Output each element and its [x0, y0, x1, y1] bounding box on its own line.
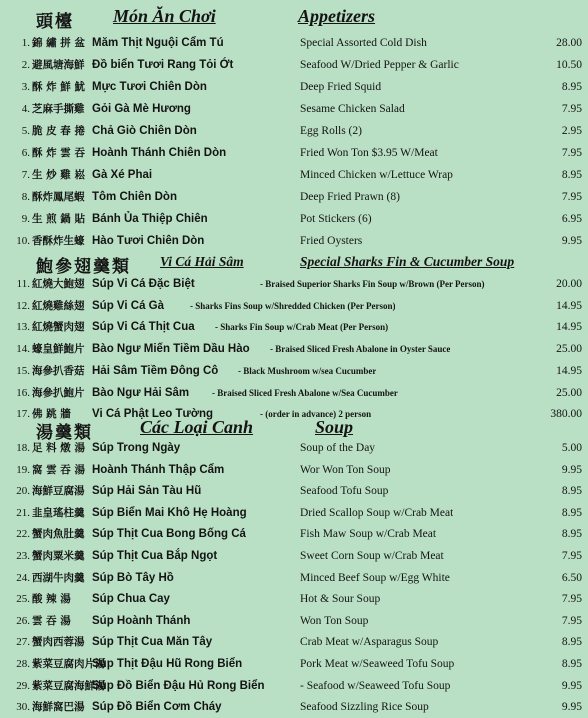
- item-price: 7.95: [561, 191, 582, 203]
- item-name-chinese: 海鮮豆腐湯: [32, 485, 85, 498]
- item-name-english: Seafood Tofu Soup: [300, 485, 389, 498]
- item-name-english: Fish Maw Soup w/Crab Meat: [300, 528, 437, 541]
- item-name-english: - Braised Superior Sharks Fin Soup w/Brown (Per Person): [260, 279, 485, 289]
- menu-item-row: [0, 54, 588, 76]
- item-name-chinese: 香酥炸生蠔: [32, 235, 85, 247]
- section-title-english: Special Sharks Fin & Cucumber Soup: [300, 254, 515, 269]
- item-name-vietnamese: Gà Xé Phai: [92, 169, 153, 181]
- item-name-chinese: 紅燒雞絲翅: [32, 299, 85, 312]
- item-price: 8.95: [561, 636, 582, 649]
- item-name-english: Pot Stickers (6): [300, 213, 372, 225]
- item-number: 30.: [16, 701, 30, 714]
- item-name-english: Hot & Sour Soup: [300, 593, 381, 606]
- menu-item-row: [0, 360, 588, 382]
- item-price: 2.95: [561, 125, 582, 137]
- item-price: 8.95: [561, 81, 582, 93]
- item-price: 9.95: [561, 463, 582, 476]
- item-name-vietnamese: Gỏi Gà Mè Hương: [92, 103, 191, 115]
- item-number: 27.: [16, 636, 30, 649]
- menu-item-row: [0, 338, 588, 360]
- item-name-vietnamese: Súp Thịt Cua Bong Bống Cá: [92, 528, 246, 541]
- item-name-chinese: 雲 吞 湯: [32, 614, 71, 627]
- item-name-vietnamese: Súp Thịt Cua Măn Tây: [92, 636, 213, 649]
- item-name-english: Minced Chicken w/Lettuce Wrap: [300, 169, 453, 181]
- item-price: 8.95: [561, 658, 582, 670]
- item-name-english: - Sharks Fin Soup w/Crab Meat (Per Person): [215, 322, 389, 333]
- item-price: 14.95: [556, 299, 582, 312]
- item-name-english: Seafood Sizzling Rice Soup: [300, 701, 429, 714]
- item-number: 23.: [16, 550, 30, 562]
- item-number: 26.: [16, 614, 30, 627]
- item-name-english: Special Assorted Cold Dish: [300, 37, 427, 49]
- item-name-chinese: 韭皇瑤柱羹: [32, 506, 85, 519]
- item-name-english: Fried Oysters: [300, 235, 363, 247]
- item-name-english: - Braised Sliced Fresh Abalone w/Sea Cucumber: [212, 387, 398, 398]
- item-name-chinese: 脆 皮 春 捲: [32, 125, 85, 137]
- item-number: 8.: [21, 191, 30, 203]
- menu-item-row: [0, 675, 588, 697]
- menu-item-row: [0, 545, 588, 567]
- item-number: 2.: [21, 59, 30, 71]
- item-price: 10.50: [556, 59, 582, 71]
- item-name-vietnamese: Hào Tươi Chiên Dòn: [92, 235, 205, 247]
- item-price: 9.95: [561, 701, 582, 714]
- item-number: 7.: [21, 169, 30, 181]
- item-name-vietnamese: Vi Cá Phật Leo Tường: [92, 408, 214, 421]
- item-number: 9.: [21, 213, 30, 225]
- item-name-english: Fried Won Ton $3.95 W/Meat: [300, 147, 438, 159]
- item-name-vietnamese: Măm Thịt Nguội Cẩm Tú: [92, 37, 224, 49]
- menu-item-row: [0, 120, 588, 142]
- item-price: 8.95: [561, 528, 582, 541]
- item-number: 13.: [16, 321, 30, 334]
- menu-item-row: [0, 696, 588, 718]
- item-name-vietnamese: Bánh Ủa Thiệp Chiên: [92, 213, 208, 225]
- item-name-chinese: 酸 辣 湯: [32, 593, 71, 606]
- item-name-chinese: 海鮮窩巴湯: [32, 701, 85, 714]
- item-name-chinese: 紅燒蟹肉翅: [32, 321, 85, 334]
- item-name-vietnamese: Súp Hải Sản Tàu Hũ: [92, 485, 202, 498]
- item-name-vietnamese: Súp Bò Tây Hồ: [92, 571, 174, 584]
- item-number: 16.: [16, 386, 30, 399]
- item-price: 25.00: [556, 386, 582, 399]
- item-name-chinese: 芝麻手撕雞: [32, 103, 85, 115]
- item-name-english: Deep Fried Squid: [300, 81, 382, 93]
- item-number: 22.: [16, 528, 30, 541]
- section-title-english: Soup: [315, 417, 354, 437]
- item-price: 6.95: [561, 213, 582, 225]
- item-price: 9.95: [561, 235, 582, 247]
- item-number: 17.: [16, 408, 30, 421]
- item-name-chinese: 西湖牛肉羹: [32, 571, 85, 584]
- item-name-vietnamese: Bào Ngư Miến Tiềm Dầu Hào: [92, 343, 250, 356]
- item-name-english: - Braised Sliced Fresh Abalone in Oyster Sauce: [270, 344, 451, 355]
- item-number: 3.: [21, 81, 30, 93]
- item-name-vietnamese: Bào Ngư Hải Sâm: [92, 386, 190, 399]
- item-name-english: Sesame Chicken Salad: [300, 103, 405, 115]
- item-number: 11.: [16, 278, 30, 290]
- item-number: 4.: [21, 103, 30, 115]
- item-name-vietnamese: Súp Đồ Biển Cơm Cháy: [92, 701, 222, 714]
- section-header: [0, 251, 588, 275]
- item-price: 9.95: [561, 679, 582, 692]
- menu-item-row: [0, 32, 588, 54]
- item-number: 1.: [21, 37, 30, 49]
- section-title-vietnamese: Món Ăn Chơi: [113, 6, 216, 26]
- item-name-vietnamese: Súp Vi Cá Gà: [92, 299, 165, 312]
- item-name-chinese: 酥 炸 鮮 魷: [32, 81, 85, 93]
- item-name-chinese: 生 煎 鍋 貼: [32, 213, 85, 225]
- menu-item-row: [0, 230, 588, 252]
- menu-item-row: [0, 459, 588, 481]
- item-number: 29.: [16, 679, 30, 692]
- item-number: 10.: [16, 235, 30, 247]
- item-name-chinese: 窩 雲 吞 湯: [32, 463, 85, 476]
- item-name-chinese: 紅燒大鮑翅: [32, 278, 85, 290]
- item-name-english: Deep Fried Prawn (8): [300, 191, 400, 203]
- item-number: 28.: [16, 658, 30, 670]
- item-price: 14.95: [556, 321, 582, 334]
- menu-item-row: [0, 273, 588, 295]
- item-number: 12.: [16, 299, 30, 312]
- item-name-vietnamese: Súp Trong Ngày: [92, 442, 181, 454]
- item-name-vietnamese: Súp Thịt Đậu Hũ Rong Biển: [92, 658, 243, 670]
- item-name-vietnamese: Súp Vi Cá Đặc Biệt: [92, 278, 195, 290]
- item-name-english: Egg Rolls (2): [300, 125, 362, 137]
- item-name-chinese: 紫菜豆腐海鮮湯: [32, 679, 106, 692]
- item-name-vietnamese: Mực Tươi Chiên Dòn: [92, 81, 207, 93]
- item-price: 7.95: [561, 614, 582, 627]
- item-name-vietnamese: Hải Sâm Tiềm Đông Cô: [92, 364, 219, 377]
- item-name-chinese: 足 料 燉 湯: [32, 442, 85, 454]
- item-name-vietnamese: Súp Chua Cay: [92, 593, 170, 606]
- item-number: 21.: [16, 506, 30, 519]
- item-name-chinese: 避風塘海鮮: [32, 59, 85, 71]
- menu-item-row: [0, 208, 588, 230]
- menu-item-row: [0, 480, 588, 502]
- item-number: 18.: [16, 442, 30, 454]
- item-price: 8.95: [561, 485, 582, 498]
- section-title-chinese: 頭檯: [36, 12, 74, 32]
- menu-item-row: [0, 316, 588, 338]
- menu-item-row: [0, 164, 588, 186]
- item-name-vietnamese: Chả Giò Chiên Dòn: [92, 125, 197, 137]
- menu-item-row: [0, 502, 588, 524]
- item-number: 14.: [16, 343, 30, 356]
- item-name-chinese: 紫菜豆腐肉片湯: [32, 658, 106, 670]
- item-name-english: Wor Won Ton Soup: [300, 463, 391, 476]
- item-name-vietnamese: Hoành Thánh Chiên Dòn: [92, 147, 227, 159]
- item-name-chinese: 生 炒 雞 崧: [32, 169, 85, 181]
- item-price: 28.00: [556, 37, 582, 49]
- item-name-chinese: 酥 炸 雲 吞: [32, 147, 85, 159]
- item-price: 7.95: [561, 593, 582, 606]
- item-name-english: Crab Meat w/Asparagus Soup: [300, 636, 439, 649]
- menu-item-row: [0, 588, 588, 610]
- item-number: 20.: [16, 485, 30, 498]
- item-name-vietnamese: Hoành Thánh Thập Cẩm: [92, 463, 225, 476]
- menu-item-row: [0, 631, 588, 653]
- item-name-english: - (order in advance) 2 person: [260, 409, 372, 420]
- item-name-vietnamese: Súp Hoành Thánh: [92, 614, 191, 627]
- menu-item-row: [0, 523, 588, 545]
- item-name-chinese: 蟹肉粟米羹: [32, 550, 85, 562]
- menu-item-row: [0, 76, 588, 98]
- menu-item-row: [0, 186, 588, 208]
- item-name-english: Pork Meat w/Seaweed Tofu Soup: [300, 658, 455, 670]
- item-name-vietnamese: Tôm Chiên Dòn: [92, 191, 177, 203]
- item-name-vietnamese: Súp Biển Mai Khô Hẹ Hoàng: [92, 506, 247, 519]
- item-name-chinese: 酥炸鳳尾蝦: [32, 191, 85, 203]
- item-name-english: Soup of the Day: [300, 442, 376, 454]
- item-price: 6.50: [561, 571, 582, 584]
- item-name-chinese: 佛 跳 牆: [32, 408, 71, 421]
- item-number: 25.: [16, 593, 30, 606]
- item-name-vietnamese: Súp Đồ Biển Đậu Hủ Rong Biển: [92, 679, 265, 692]
- item-price: 7.95: [561, 103, 582, 115]
- item-price: 14.95: [556, 364, 582, 377]
- item-name-english: Won Ton Soup: [300, 614, 369, 627]
- section-title-english: Appetizers: [298, 6, 376, 26]
- item-name-chinese: 蠔皇鮮鮑片: [32, 343, 85, 356]
- item-price: 8.95: [561, 506, 582, 519]
- menu-item-row: [0, 610, 588, 632]
- menu-item-row: [0, 98, 588, 120]
- item-number: 24.: [16, 571, 30, 584]
- item-number: 19.: [16, 463, 30, 476]
- item-name-english: Seafood W/Dried Pepper & Garlic: [300, 59, 459, 71]
- item-name-english: - Seafood w/Seaweed Tofu Soup: [300, 679, 451, 692]
- item-price: 8.95: [561, 169, 582, 181]
- item-name-english: Dried Scallop Soup w/Crab Meat: [300, 506, 454, 519]
- item-name-chinese: 蟹肉西蓉湯: [32, 636, 85, 649]
- item-name-vietnamese: Đồ biển Tươi Rang Tỏi Ớt: [92, 59, 234, 71]
- item-name-chinese: 蟹肉魚肚羹: [32, 528, 85, 541]
- item-name-english: - Black Mushroom w/sea Cucumber: [238, 365, 377, 376]
- item-price: 380.00: [550, 408, 582, 421]
- item-name-vietnamese: Súp Vi Cá Thịt Cua: [92, 321, 195, 334]
- menu-item-row: [0, 437, 588, 459]
- item-price: 7.95: [561, 147, 582, 159]
- section-title-vietnamese: Các Loại Canh: [140, 417, 254, 437]
- item-name-english: Minced Beef Soup w/Egg White: [300, 571, 450, 584]
- item-name-english: Sweet Corn Soup w/Crab Meat: [300, 550, 444, 562]
- menu-item-row: [0, 653, 588, 675]
- item-name-chinese: 海參扒香菇: [32, 364, 85, 377]
- item-number: 6.: [21, 147, 30, 159]
- section-title-vietnamese: Vi Cá Hải Sâm: [160, 254, 244, 269]
- menu-item-row: [0, 382, 588, 404]
- section-title-chinese: 鮑參翅羹類: [36, 257, 131, 277]
- menu-item-row: [0, 295, 588, 317]
- menu-item-row: [0, 567, 588, 589]
- item-number: 15.: [16, 364, 30, 377]
- item-price: 25.00: [556, 343, 582, 356]
- menu-item-row: [0, 142, 588, 164]
- section-header: [0, 6, 588, 30]
- item-price: 20.00: [556, 278, 582, 290]
- section-title-chinese: 湯羹類: [36, 423, 93, 443]
- item-price: 5.00: [561, 442, 582, 454]
- item-name-chinese: 海參扒鮑片: [32, 386, 85, 399]
- item-number: 5.: [21, 125, 30, 137]
- item-name-vietnamese: Súp Thịt Cua Bắp Ngọt: [92, 550, 218, 562]
- item-name-english: - Sharks Fins Soup w/Shredded Chicken (Per Person): [190, 300, 396, 311]
- item-name-chinese: 錦 繡 拼 盆: [32, 37, 85, 49]
- item-price: 7.95: [561, 550, 582, 562]
